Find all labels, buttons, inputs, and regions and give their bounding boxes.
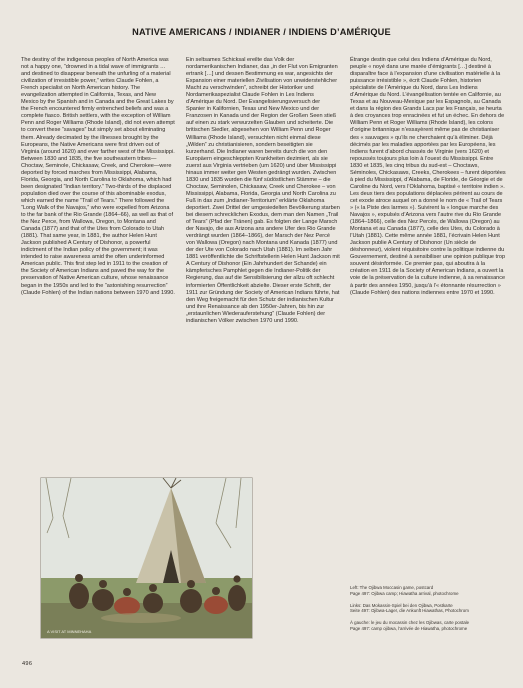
blanket-figure	[114, 597, 140, 615]
photo-caption-strip: A VISIT AT MINNEHAHA	[47, 629, 92, 634]
caption-title: Links: Das Mokassin-Spiel bei den Ojibwa, Postkarte	[350, 602, 453, 608]
caption-subtitle: Page 497: camp ojibwa, l’arrivée de Hiawatha, photochrome	[350, 625, 468, 631]
caption-block	[350, 585, 506, 638]
seated-figure	[187, 580, 195, 588]
seated-figure	[149, 584, 157, 592]
seated-figure	[75, 574, 83, 582]
caption-subtitle: Page 497: Ojibwa camp; Hiawatha arrival, photochrome	[350, 590, 459, 596]
seated-figure	[92, 589, 114, 611]
seated-figure	[180, 589, 202, 613]
page-title: NATIVE AMERICANS / INDIANER / INDIENS D’AMÉRIQUE	[132, 27, 391, 37]
postcard-illustration	[41, 478, 252, 638]
seated-figure	[228, 585, 246, 611]
french-paragraph: Étrange destin que celui des Indiens d’Amérique du Nord, peuple « noyé dans une marée d’émigrants […] destiné à disparaître face à l’expansion d’une civilisation matérielle à la puissance irrésistible », écrit Claude Fohlen, historien spécialiste de l’Amérique du Nord, dans Les Indiens d’Amérique du Nord. L’évangélisation tentée en Californie, au Texas et au Nouveau-Mexique par les Espagnols, au Canada et dans la région des Grands Lacs par les Français, se heurta à des croyances trop enracinées et fut un échec. En dehors de William Penn et Roger Williams (Rhode Island), les colons d’origine britannique n’essayèrent même pas de christianiser des « sauvages » qu’ils ne cherchaient qu’à éliminer. Déjà décimés par les maladies apportées par les Européens, les Indiens furent d’abord chassés de Virginie (vers 1620) et repoussés toujours plus loin à l’ouest du Mississippi. Entre 1830 et 1835, les cinq tribus du sud-est – Choctaws, Séminoles, Chickasaws, Creeks, Cherokees – furent déportées à pied du Mississippi, d’Alabama, de Floride, de Géorgie et de Caroline du Nord, vers l’Oklahoma, baptisé « territoire indien ». Les deux tiers des populations déplacées périrent au cours de cet exode atroce auquel on a donné le nom de « Trail of Tears » (« la Piste des larmes »). Suivirent la « longue marche des Navajos », expulsés d’Arizona vers l’autre rive du Rio Grande (1864–1866), celle des Nez Percés, de Wallowa (Oregon) au Montana et au Canada (1877), celle des Utes, du Colorado à l’Utah (1881). Cette même année 1881, l’écrivain Helen Hunt Jackson publie A Century of Dishonor (Un siècle de déshonneur), violent réquisitoire contre la politique indienne du Gouvernement, destiné à sensibiliser une opinion publique trop souvent désinformée. Ce premier pas, qui aboutira à la création en 1911 de la Society of American Indians, a ouvert la voie de la préservation de la culture indienne, à sa renaissance à partir des années 1950, jusqu’à l’« étonnante résurrection » (Claude Fohlen) des nations indiennes entre 1970 et 1990.	[350, 57, 506, 296]
caption-english	[350, 585, 506, 596]
game-blanket	[101, 613, 181, 623]
seated-figure	[212, 587, 220, 595]
seated-figure	[233, 575, 240, 582]
caption-title: À gauche: le jeu du mocassin chez les Ojibwas, carte postale	[350, 620, 470, 626]
seated-figure	[99, 580, 107, 588]
text-column-english	[21, 57, 175, 297]
caption-title: Left: The Ojibwa Moccasin game, postcard	[350, 585, 434, 590]
caption-subtitle: Seite 497: Ojibwa-Lager, die Ankunft Hiawathas, Photochrom	[350, 608, 469, 614]
english-paragraph: The destiny of the indigenous peoples of North America was not a happy one, “drowned in a tidal wave of immigrants … and destined to disappear beneath the unfurling of a material civilization of irresistible power,” writes Claude Fohlen, a French specialist on North American history. The evangelization attempted in California, Texas, and New Mexico by the Spanish and in Canada and the Great Lakes by the French encountered firmly entrenched beliefs and was a complete fiasco. British settlers, with the exception of William Penn and Roger Williams (Rhode Island), did not even attempt to convert these “savages” but simply set about eliminating them. Already decimated by the illnesses brought by the Europeans, the Native Americans were first driven out of Virginia (around 1620) and ever farther west of the Mississippi. Between 1830 and 1835, the five southeastern tribes—Choctaw, Seminole, Chickasaw, Creek, and Cherokee—were deported by forced marches from Mississippi, Alabama, Florida, Georgia, and North Carolina to Oklahoma, which had been designated “Indian territory.” Two-thirds of the displaced population died over the course of this abominable exodus, which earned the name “Trail of Tears.” There followed the “Long Walk of the Navajos,” who were expelled from Arizona to the far bank of the Rio Grande (1864–66), as well as that of the Nez Perce, from Wallowa, Oregon, to Montana and Canada (1877) and that of the Utes from Colorado to Utah (1881). That same year, in 1881, the author Helen Hunt Jackson published A Century of Dishonor, a powerful indictment of the Indian policy of the government; it was intended to raise awareness amid the often underinformed American public. This first step led in 1911 to the creation of the Society of American Indians and paved the way for the preservation of Native American culture, whose renaissance began in the 1950s and led to the “astonishing resurrection” (Claude Fohlen) of the Indian nations between 1970 and 1990.	[21, 57, 175, 296]
seated-figure	[123, 588, 131, 596]
text-column-french	[350, 57, 506, 297]
text-column-german	[186, 57, 340, 325]
seated-figure	[69, 583, 89, 609]
postcard-photo	[41, 478, 252, 638]
seated-figure	[143, 593, 163, 613]
german-paragraph: Ein seltsames Schicksal ereilte das Volk der nordamerikanischen Indianer, das „in der Flut von Emigranten ertrank […] und dessen Bestimmung es war, angesichts der Expansion einer materiellen Zivilisation von unwiderstehlicher Macht zu verschwinden“, schreibt der Historiker und Nordamerikaspezialist Claude Fohlen in Les Indiens d’Amérique du Nord. Der Evangelisierungsversuch der Spanier in Kalifornien, Texas und New Mexico und der Franzosen in Kanada und der Region der Großen Seen stieß auf einen zu stark verwurzelten Glauben und scheiterte. Die britischen Siedler, abgesehen von William Penn und Roger Williams (Rhode Island), versuchten nicht einmal diese „Wilden“ zu christianisieren, sondern beseitigten sie kurzerhand. Die Indianer waren bereits durch die von den Europäern eingeschleppten Krankheiten dezimiert, als sie zuerst aus Virginia vertrieben (um 1620) und über Mississippi hinaus immer weiter gen Westen gedrängt wurden. Zwischen 1830 und 1835 wurden die fünf südöstlichen Stämme – die Choctaw, Seminolen, Chickasaw, Creek und Cherokee – von Mississippi, Alabama, Florida, Georgia und North Carolina zu Fuß in das zum „Indianer-Territorium“ erklärte Oklahoma deportiert. Zwei Drittel der umgesiedelten Bevölkerung starben bei diesem schrecklichen Exodus, dem man den Namen „Trail of Tears“ (Pfad der Tränen) gab. Es folgten der Lange Marsch der Navajo, die aus Arizona ans andere Ufer des Rio Grande verdrängt wurden (1864–1866), der Marsch der Nez Percé von Wallowa (Oregon) nach Montana und Kanada (1877) und der der Ute von Colorado nach Utah (1881). Im selben Jahr 1881 veröffentlichte die Schriftstellerin Helen Hunt Jackson mit A Century of Dishonor (Ein Jahrhundert der Schande) ein kämpferisches Pamphlet gegen die Indianer-Politik der Regierung, das auf die Sensibilisierung der allzu oft schlecht informierten Öffentlichkeit abzielte. Dieser erste Schritt, der 1911 zur Gründung der Society of American Indians führte, hat den Weg freigemacht für den Schutz der indianischen Kultur und ihre Renaissance ab den 1950er-Jahren, bis hin zur „erstaunlichen Wiederauferstehung“ (Claude Fohlen) der indianischen Völker zwischen 1970 und 1990.	[186, 57, 340, 324]
caption-french	[350, 620, 506, 631]
page-number: 496	[22, 661, 33, 667]
caption-german	[350, 603, 506, 614]
blanket-figure	[204, 596, 228, 614]
